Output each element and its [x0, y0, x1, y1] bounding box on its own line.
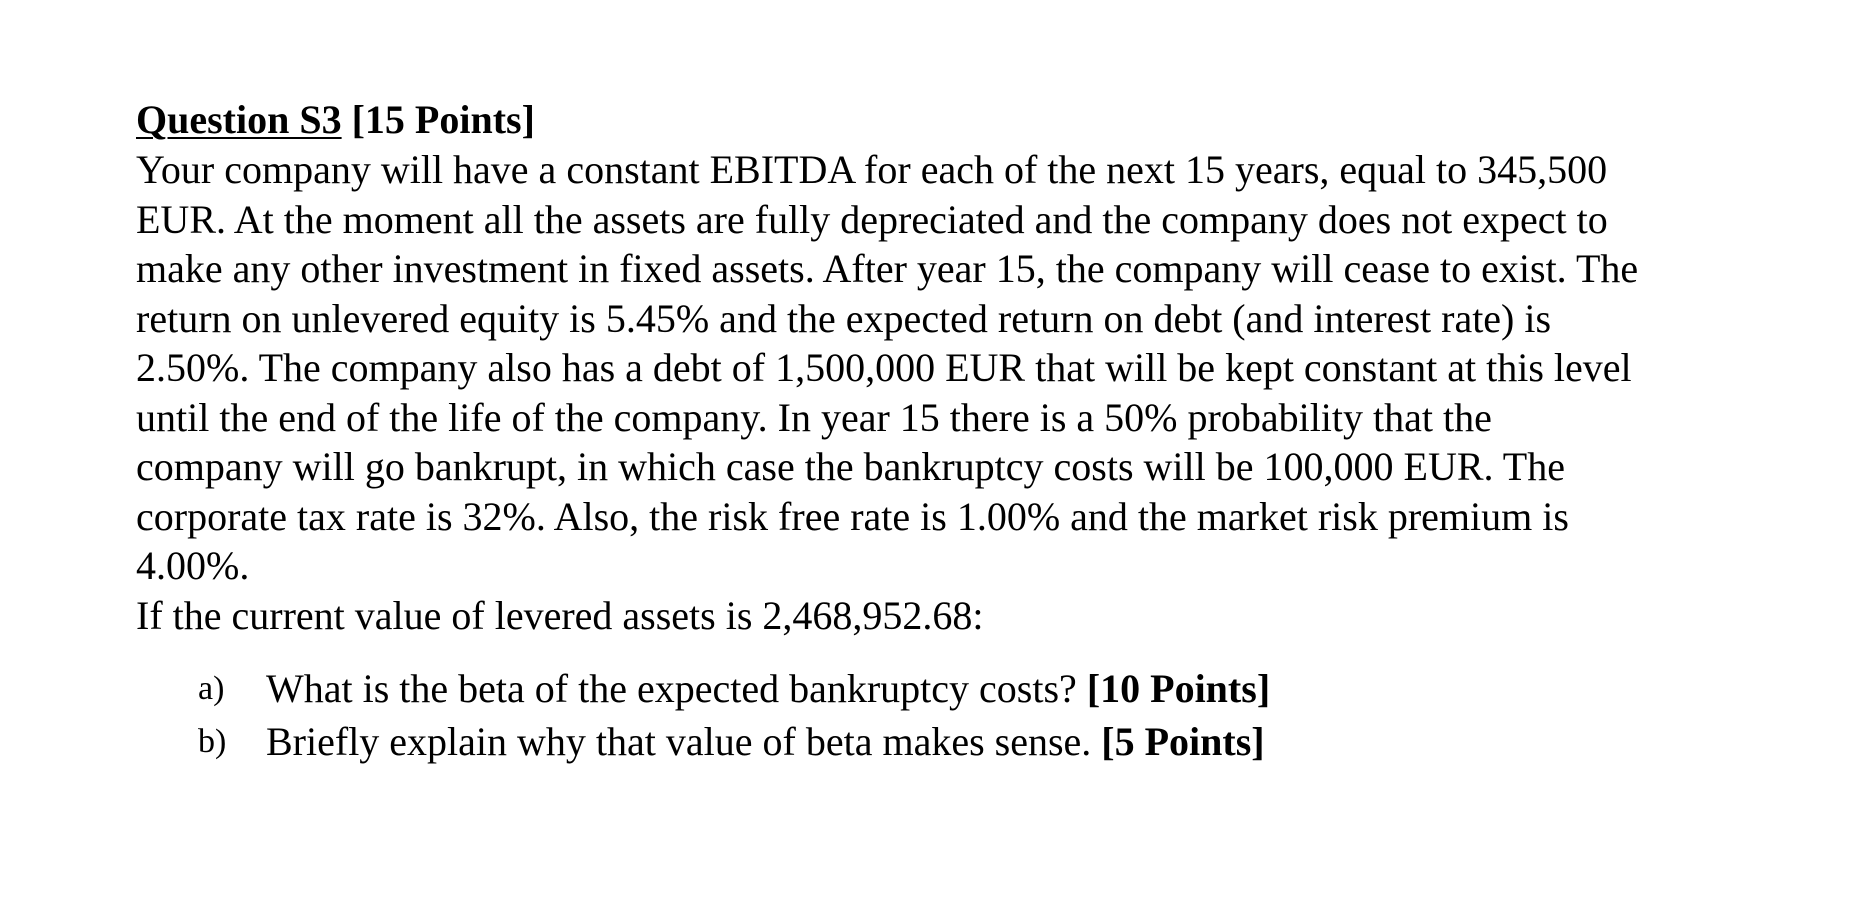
question-points: [15 Points] — [351, 97, 535, 142]
body-line: 4.00%. — [136, 543, 250, 588]
body-line: Your company will have a constant EBITDA for each of the next 15 years, equal to 345,500 — [136, 147, 1608, 192]
sub-question-points: [10 Points] — [1086, 666, 1271, 711]
body-line: corporate tax rate is 32%. Also, the risk free rate is 1.00% and the market risk premium is — [136, 493, 1569, 539]
body-line: company will go bankrupt, in which case the bankruptcy costs will be 100,000 EUR. The — [136, 444, 1565, 489]
sub-question-b — [136, 715, 1776, 768]
question-name: Question S3 — [136, 97, 342, 142]
sub-question-a — [136, 662, 1776, 715]
body-line: 2.50%. The company also has a debt of 1,500,000 EUR that will be kept constant at this level — [136, 345, 1632, 390]
sub-question-text: Briefly explain why that value of beta makes sense. — [266, 719, 1102, 764]
list-marker: b) — [198, 723, 227, 760]
list-marker: a) — [198, 670, 225, 707]
document — [136, 95, 1776, 768]
question-body — [136, 145, 1776, 591]
body-line: return on unlevered equity is 5.45% and the expected return on debt (and interest rate) is — [136, 295, 1552, 341]
body-line: until the end of the life of the company. In year 15 there is a 50% probability that the — [136, 394, 1492, 440]
sub-question-list — [136, 662, 1776, 768]
sub-question-text: What is the beta of the expected bankruptcy costs? — [266, 666, 1087, 711]
question-heading — [136, 95, 1776, 145]
sub-question-points: [5 Points] — [1101, 719, 1265, 764]
body-line: make any other investment in fixed assets. After year 15, the company will cease to exist. The — [136, 246, 1639, 291]
body-line: EUR. At the moment all the assets are fully depreciated and the company does not expect to — [136, 196, 1608, 242]
question-intro: If the current value of levered assets is 2,468,952.68: — [136, 592, 984, 638]
